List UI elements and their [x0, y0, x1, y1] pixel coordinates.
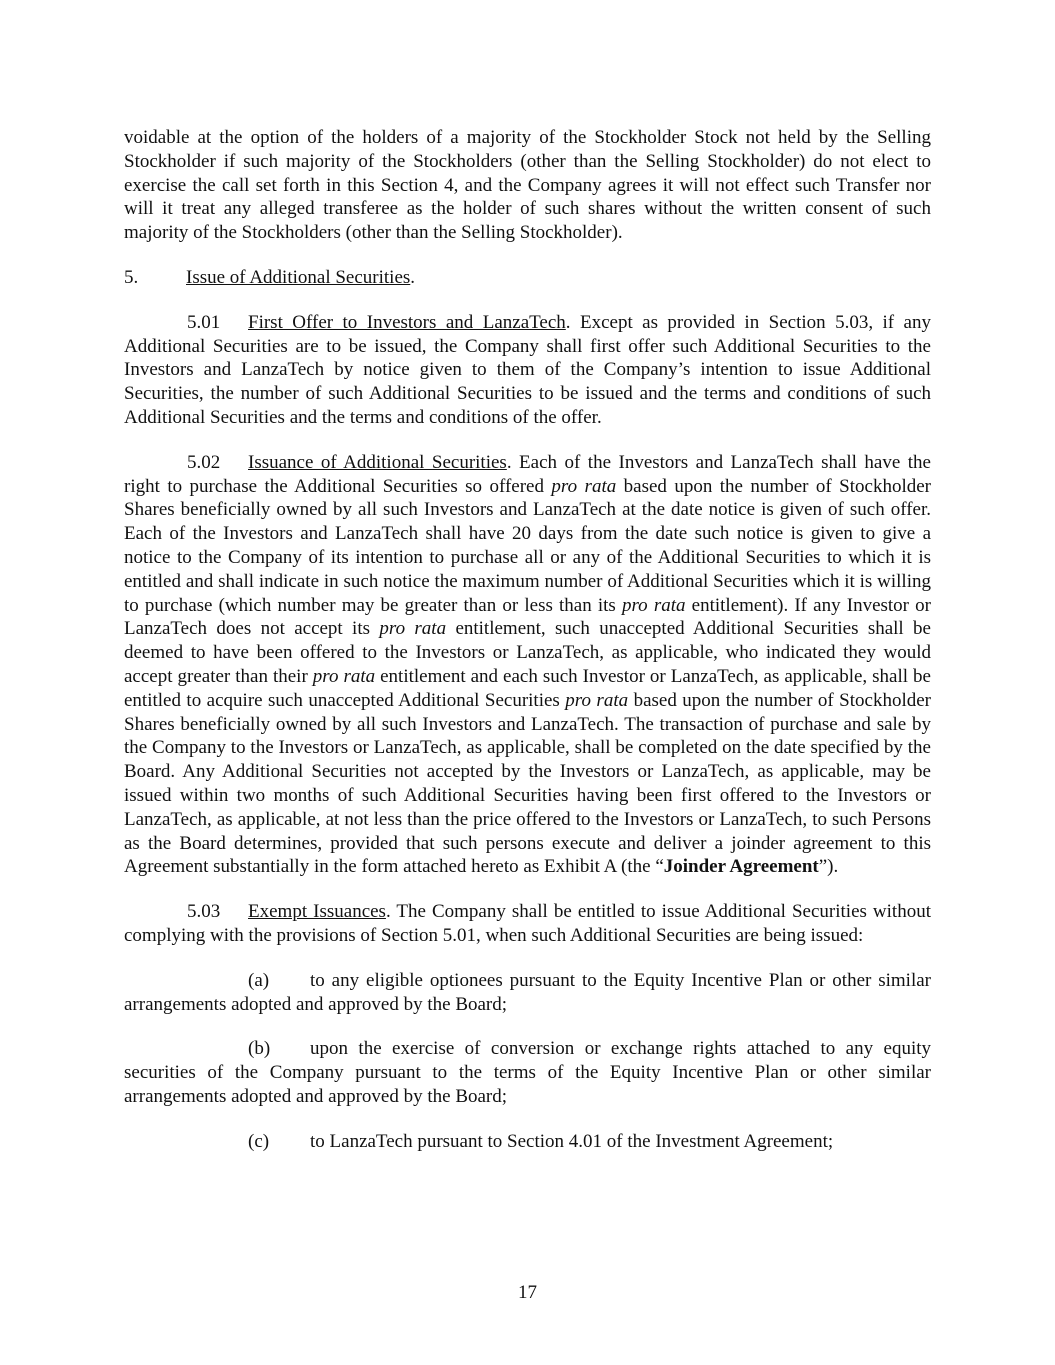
section-5-03-paragraph — [124, 900, 931, 948]
continued-paragraph: voidable at the option of the holders of a majority of the Stockholder Stock not held by the Selling Stockholder if such majority of the Stockholders (other than the Selling Stockholder) do not elect to exercise the call set forth in this Section 4, and the Company agrees it will not effect such Transfer nor will it treat any alleged transferee as the holder of such shares without the written consent of such majority of the Stockholders (other than the Selling Stockholder). — [124, 127, 931, 244]
list-item-a-number: (a) — [248, 969, 270, 991]
section-5-02-number: 5.02 — [187, 451, 221, 473]
list-item-c-text: to LanzaTech pursuant to Section 4.01 of the Investment Agreement; — [310, 1130, 834, 1152]
list-item-a — [124, 969, 931, 1017]
list-item-c — [124, 1130, 931, 1154]
section-5-01-paragraph — [124, 311, 931, 430]
page-number: 17 — [518, 1282, 537, 1303]
section-5-02-title: Issuance of Additional Securities — [248, 451, 507, 473]
list-item-b-number: (b) — [248, 1038, 271, 1060]
joinder-agreement-term: Joinder Agreement — [663, 856, 819, 878]
list-item-a-text: to any eligible optionees pursuant to the Equity Incentive Plan or other similar arrangements adopted and approved by the Board; — [124, 969, 931, 1015]
section-5-01-title: First Offer to Investors and LanzaTech — [248, 311, 566, 333]
list-item-b — [124, 1037, 931, 1108]
section-5-heading: 5. Issue of Additional Securities. — [124, 266, 416, 288]
section-5-number: 5. — [124, 266, 139, 288]
section-5-03-body: . The Company shall be entitled to issue Additional Securities without complying with the provisions of Section 5.01, when such Additional Securities are being issued: — [124, 901, 931, 946]
list-item-b-text: upon the exercise of conversion or exchange rights attached to any equity securities of the Company pursuant to the terms of the Equity Incentive Plan or other similar arrangements adopted and approved by the Board; — [124, 1038, 931, 1107]
section-5-01-body: . Except as provided in Section 5.03, if any Additional Securities are to be issued, the Company shall first offer such Additional Securities to the Investors and LanzaTech by notice given to them of the Company’s intention to issue Additional Securities, the number of such Additional Securities to be issued and the terms and conditions of such Additional Securities and the terms and conditions of the offer. — [124, 311, 931, 428]
section-5-03-number: 5.03 — [187, 901, 221, 923]
document-page — [124, 126, 931, 1153]
section-5-02-paragraph: 5.02 Issuance of Additional Securities. Each of the Investors and LanzaTech shall have the right to purchase the Additional Securities so offered pro rata based upon the number of Stockholder Shares beneficially owned by all such Investors and LanzaTech at the date notice is given of such offer. Each of the Investors and LanzaTech shall have 20 days from the date such notice is given to give a notice to the Company of its intention to purchase all or any of the Additional Securities to which it is entitled and shall indicate in such notice the maximum number of Additional Securities which it is willing to purchase (which number may be greater than or less than its pro rata entitlement). If any Investor or LanzaTech does not accept its pro rata entitlement, such unaccepted Additional Securities shall be deemed to have been offered to the Investors or LanzaTech, as applicable, who indicated they would accept greater than their pro rata entitlement and each such Investor or LanzaTech, as applicable, shall be entitled to acquire such unaccepted Additional Securities pro rata based upon the number of Stockholder Shares beneficially owned by all such Investors and LanzaTech. The transaction of purchase and sale by the Company to the Investors or LanzaTech, as applicable, shall be completed on the date specified by the Board. Any Additional Securities not accepted by the Investors or LanzaTech, as applicable, may be issued within two months of such Additional Securities having been first offered to the Investors or LanzaTech, as applicable, at not less than the price offered to the Investors or LanzaTech, to such Persons as the Board determines, provided that such persons execute and deliver a joinder agreement to this Agreement substantially in the form attached hereto as Exhibit A (the “Joinder Agreement”). — [124, 451, 931, 878]
list-item-c-number: (c) — [248, 1130, 270, 1152]
section-5-title: Issue of Additional Securities — [186, 266, 411, 288]
section-5-03-title: Exempt Issuances — [248, 901, 386, 923]
section-5-01-number: 5.01 — [187, 311, 221, 333]
